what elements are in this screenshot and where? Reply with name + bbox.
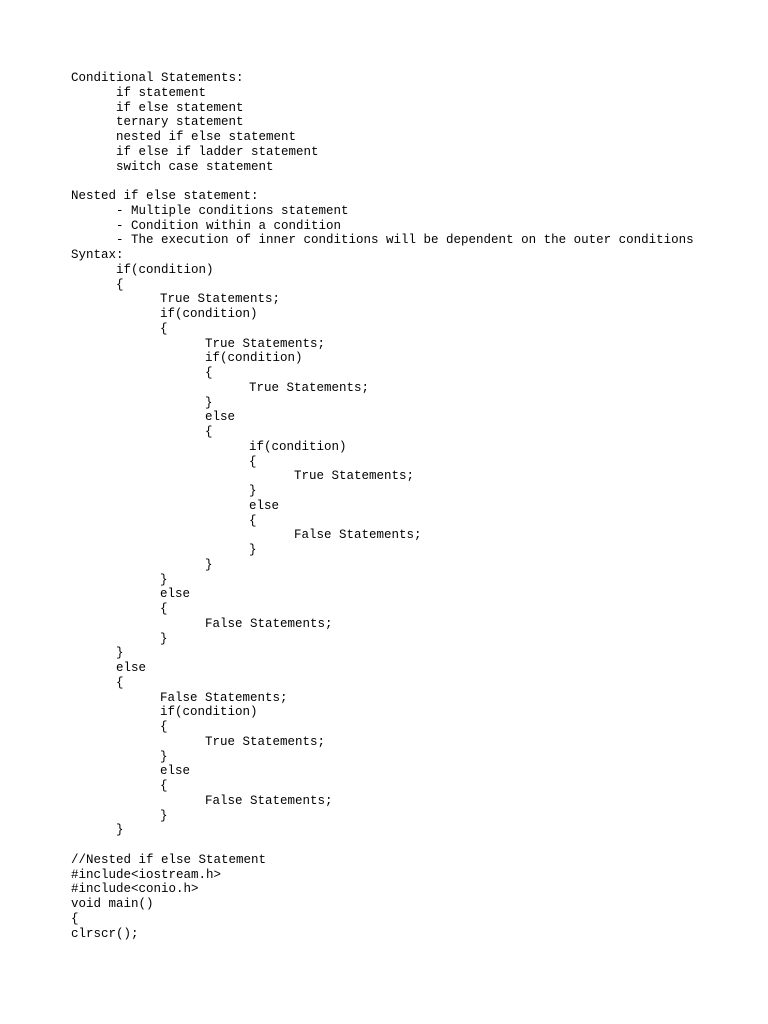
syntax-line: else xyxy=(160,764,191,779)
conditional-item: ternary statement xyxy=(116,115,244,130)
syntax-line: } xyxy=(205,395,213,410)
program-line: //Nested if else Statement xyxy=(71,852,267,867)
program-line: { xyxy=(71,911,79,926)
conditional-item: switch case statement xyxy=(116,159,274,174)
syntax-line: } xyxy=(160,631,168,646)
syntax-line: True Statements; xyxy=(205,336,326,351)
syntax-line: False Statements; xyxy=(294,528,422,543)
syntax-line: { xyxy=(160,321,168,336)
syntax-line: True Statements; xyxy=(160,292,281,307)
conditional-statements-heading: Conditional Statements: xyxy=(71,71,244,85)
conditional-item: if else statement xyxy=(116,100,244,115)
nested-if-else-heading: Nested if else statement: xyxy=(71,189,259,203)
syntax-line: { xyxy=(116,675,124,690)
blank-line xyxy=(71,174,751,189)
syntax-line: True Statements; xyxy=(205,734,326,749)
syntax-line: { xyxy=(116,277,124,292)
syntax-line: } xyxy=(249,484,257,498)
syntax-line: } xyxy=(116,823,124,838)
syntax-line: if(condition) xyxy=(116,262,214,277)
nested-point: - Multiple conditions statement xyxy=(116,203,349,218)
syntax-line: True Statements; xyxy=(294,469,415,484)
program-line: #include<iostream.h> xyxy=(71,867,222,882)
syntax-line: False Statements; xyxy=(205,793,333,808)
syntax-line: else xyxy=(249,498,280,513)
syntax-line: { xyxy=(160,720,168,734)
syntax-line: else xyxy=(160,587,191,602)
blank-line xyxy=(71,838,751,853)
syntax-line: } xyxy=(160,572,168,587)
program-line: clrscr(); xyxy=(71,926,139,941)
syntax-line: if(condition) xyxy=(160,705,258,720)
syntax-line: { xyxy=(205,425,213,439)
conditional-item: nested if else statement xyxy=(116,130,297,144)
syntax-line: } xyxy=(205,557,213,572)
syntax-line: if(condition) xyxy=(205,351,303,366)
syntax-line: if(condition) xyxy=(160,307,258,321)
syntax-line: { xyxy=(249,454,257,469)
nested-point: - The execution of inner conditions will be dependent on the outer conditions xyxy=(116,233,694,248)
syntax-line: } xyxy=(160,749,168,764)
syntax-line: } xyxy=(116,646,124,661)
program-line: void main() xyxy=(71,897,154,911)
syntax-line: { xyxy=(205,366,213,380)
syntax-line: { xyxy=(160,602,168,616)
syntax-line: False Statements; xyxy=(205,616,333,631)
conditional-item: if else if ladder statement xyxy=(116,144,319,159)
syntax-line: } xyxy=(249,543,257,557)
syntax-line: else xyxy=(116,661,147,675)
syntax-line: { xyxy=(249,513,257,528)
syntax-line: else xyxy=(205,410,236,425)
syntax-line: } xyxy=(160,808,168,823)
syntax-line: if(condition) xyxy=(249,439,347,454)
conditional-item: if statement xyxy=(116,85,207,100)
syntax-line: True Statements; xyxy=(249,380,370,395)
syntax-line: False Statements; xyxy=(160,690,288,705)
document-page xyxy=(71,71,751,941)
nested-point: - Condition within a condition xyxy=(116,218,342,233)
syntax-line: { xyxy=(160,779,168,793)
syntax-heading: Syntax: xyxy=(71,248,124,262)
program-line: #include<conio.h> xyxy=(71,882,199,897)
